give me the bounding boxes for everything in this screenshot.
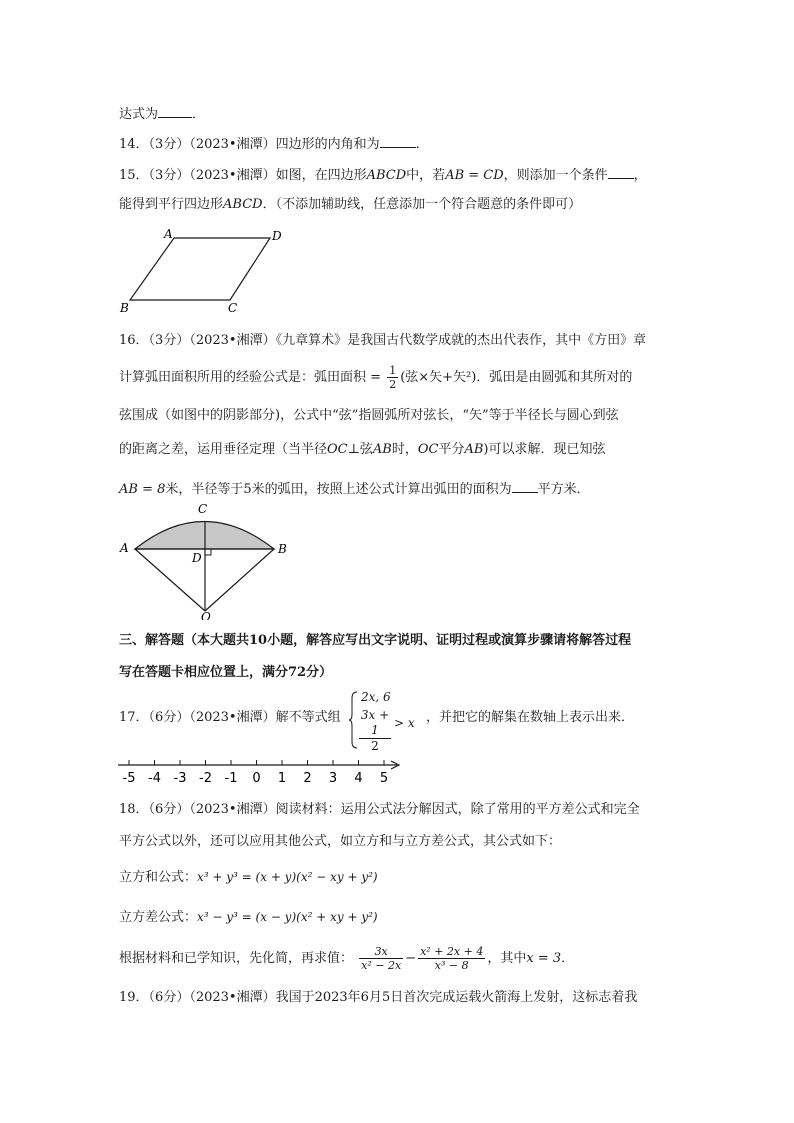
question-number: 18．: [119, 802, 149, 817]
question-score: （3分）: [148, 137, 190, 152]
question-text: 四边形的内角和为: [275, 137, 380, 152]
fraction-denominator: 2: [359, 738, 391, 754]
question-text: ，并把它的解集在数轴上表示出来．: [426, 710, 635, 725]
math-oc: OC: [327, 442, 348, 457]
parallelogram-figure: [110, 222, 300, 318]
inequality-2-fraction: [359, 708, 391, 754]
question-18-ask: [119, 941, 574, 977]
question-text: 平分: [438, 442, 465, 457]
question-score: （6分）: [148, 710, 190, 725]
question-text: 能得到平行四边形: [119, 197, 224, 212]
question-16-line-2: 计算弧田面积所用的经验公式是：弧田面积 = $\frac{1}{2}$ (弦×矢+矢²)．弧田是由圆弧和其所对的: [119, 364, 633, 391]
radius-ob: [205, 549, 274, 611]
question-text: 如图，在四边形: [275, 168, 367, 183]
inequality-2-rhs: > x: [394, 716, 415, 730]
text-continuation: 达式为: [119, 107, 159, 122]
axis-tick-label: -5: [122, 771, 136, 786]
question-score: （6分）: [148, 802, 190, 817]
section-3-heading-line-1: [119, 631, 631, 651]
fraction-denominator: 2: [389, 378, 397, 391]
math-oc: OC: [417, 442, 439, 457]
inequality-system: [349, 690, 421, 753]
question-source: （2023•湘潭）: [189, 333, 276, 348]
inequality-1: 2x, 6: [361, 690, 391, 704]
question-15-line-2: [119, 195, 581, 215]
point-label-c: C: [198, 502, 208, 516]
section-3-heading-line-2: [119, 663, 332, 683]
answer-blank: [380, 133, 416, 148]
math-ab: AB: [464, 442, 484, 457]
question-score: （3分）: [148, 168, 190, 183]
question-source: （2023•湘潭）: [189, 168, 276, 183]
question-text: ，其中: [487, 951, 527, 966]
section-heading: 写在答题卡相应位置上，满分72分）: [119, 665, 333, 680]
section-heading: 三、解答题（本大题共10小题，解答应写出文字说明、证明过程或演算步骤请将解答过程: [119, 633, 632, 648]
question-text: 的距离之差，运用垂径定理（当半径: [119, 442, 328, 457]
axis-tick-label: 1: [277, 771, 287, 786]
axis-tick-label: -4: [148, 771, 161, 786]
question-text: 《九章算术》是我国古代数学成就的杰出代表作，其中《方田》章: [275, 333, 647, 348]
question-number: 17．: [119, 710, 149, 725]
axis-tick-label: -3: [173, 771, 187, 786]
fraction-half: [387, 364, 398, 391]
question-score: （6分）: [148, 990, 190, 1005]
point-label-o: O: [201, 610, 211, 620]
question-18-line-1: [119, 800, 640, 820]
cube-diff-formula: [119, 907, 378, 928]
question-number: 14．: [119, 137, 149, 152]
question-number: 19．: [119, 990, 149, 1005]
right-angle-mark: [205, 549, 211, 555]
question-text: 计算弧田面积所用的经验公式是：弧田面积: [119, 370, 367, 385]
answer-blank: [512, 478, 538, 493]
math-quad: ABCD: [223, 197, 263, 212]
question-text: 解不等式组: [275, 710, 341, 725]
question-16-line-5: [119, 478, 590, 500]
question-source: （2023•湘潭）: [189, 710, 276, 725]
question-text: 根据材料和已学知识，先化简，再求值：: [119, 951, 354, 966]
axis-tick-label: 0: [252, 771, 261, 786]
question-score: （3分）: [148, 333, 190, 348]
question-source: （2023•湘潭）: [189, 802, 276, 817]
question-end: ．: [561, 951, 575, 966]
point-label-b: B: [278, 542, 287, 556]
fraction-denominator: x³ − 8: [418, 958, 485, 972]
question-16-line-3: [119, 406, 619, 426]
axis-ticks: [123, 760, 389, 786]
answer-blank: [608, 164, 634, 179]
question-14: [119, 133, 429, 155]
question-text: ．（不添加辅助线，任意添加一个符合题意的条件即可）: [262, 197, 582, 212]
formula-expression: x³ + y³ = (x + y)(x² − xy + y²): [197, 870, 378, 884]
point-label-d: D: [192, 551, 202, 565]
axis-tick-label: -1: [224, 771, 238, 786]
question-16-line-4: [119, 440, 605, 460]
fraction-numerator: x² + 2x + 4: [420, 945, 484, 958]
formula-label: 立方差公式：: [119, 910, 198, 925]
question-19-line-1: [119, 988, 637, 1008]
math-ab-eq: AB = 8: [119, 482, 166, 497]
text-line-top: 达式为 ．: [119, 103, 205, 125]
minus-sign: −: [405, 951, 417, 966]
question-text: 时，: [391, 442, 418, 457]
math-cond: x = 3: [526, 951, 562, 966]
fraction-numerator: 3x: [374, 945, 388, 958]
question-18-line-2: [119, 832, 561, 852]
formula-label: 立方和公式：: [119, 870, 198, 885]
question-text: 平方公式以外，还可以应用其他公式，如立方和与立方差公式，其公式如下：: [119, 834, 562, 849]
question-text: 中，若: [406, 168, 446, 183]
fraction-numerator: 1: [389, 364, 397, 377]
question-end: ．: [415, 137, 429, 152]
vertex-label-d: D: [272, 229, 282, 243]
axis-tick-label: 3: [328, 771, 338, 786]
vertex-label-a: A: [164, 227, 173, 241]
question-number: 15．: [119, 168, 149, 183]
axis-tick-label: 4: [354, 771, 363, 786]
question-15-line-1: [119, 164, 647, 186]
question-text: 米，半径等于5米的弧田，按照上述公式计算出弧田的面积为: [165, 482, 512, 497]
fraction-2: [418, 945, 485, 972]
fraction-denominator: x² − 2x: [361, 959, 402, 972]
question-source: （2023•湘潭）: [189, 990, 276, 1005]
question-number: 16．: [119, 333, 149, 348]
question-17-line-1: [119, 708, 341, 728]
number-line: [115, 755, 415, 787]
question-text: 阅读材料：运用公式法分解因式，除了常用的平方差公式和完全: [275, 802, 640, 817]
question-end: ，: [633, 168, 647, 183]
axis-tick-label: 2: [303, 771, 312, 786]
question-text: )可以求解．现已知弦: [483, 442, 606, 457]
fraction-numerator: 3x + 1: [360, 708, 390, 737]
cube-sum-formula: [119, 867, 378, 888]
vertex-label-c: C: [228, 301, 238, 315]
question-17-line-1b: [426, 708, 634, 728]
point-label-a: A: [120, 541, 129, 555]
math-ab: AB: [372, 442, 392, 457]
vertex-label-b: B: [120, 301, 129, 315]
formula-expression: x³ − y³ = (x − y)(x² + xy + y²): [197, 910, 378, 924]
math-quad: ABCD: [366, 168, 407, 183]
question-source: （2023•湘潭）: [189, 137, 276, 152]
question-text: 弦围成（如图中的阴影部分)，公式中“弦”指圆弧所对弦长，“矢”等于半径长与圆心到弦: [119, 408, 619, 423]
question-text: (弦×矢+矢²)．弧田是由圆弧和其所对的: [400, 370, 633, 385]
parallelogram-shape: [130, 238, 270, 300]
arc-field-figure: [112, 498, 302, 620]
question-text: 我国于2023年6月5日首次完成运载火箭海上发射，这标志着我: [275, 990, 638, 1005]
fraction-1: [359, 945, 403, 972]
left-brace-icon: [349, 690, 359, 750]
axis-tick-label: -2: [199, 771, 212, 786]
answer-blank: [158, 103, 192, 118]
math-eq: AB = CD: [445, 168, 504, 183]
question-text: ，则添加一个条件: [503, 168, 608, 183]
axis-tick-label: 5: [379, 771, 389, 786]
question-16-line-1: [119, 331, 646, 351]
question-text: ⊥弦: [347, 442, 373, 457]
question-text: 平方米．: [537, 482, 590, 497]
